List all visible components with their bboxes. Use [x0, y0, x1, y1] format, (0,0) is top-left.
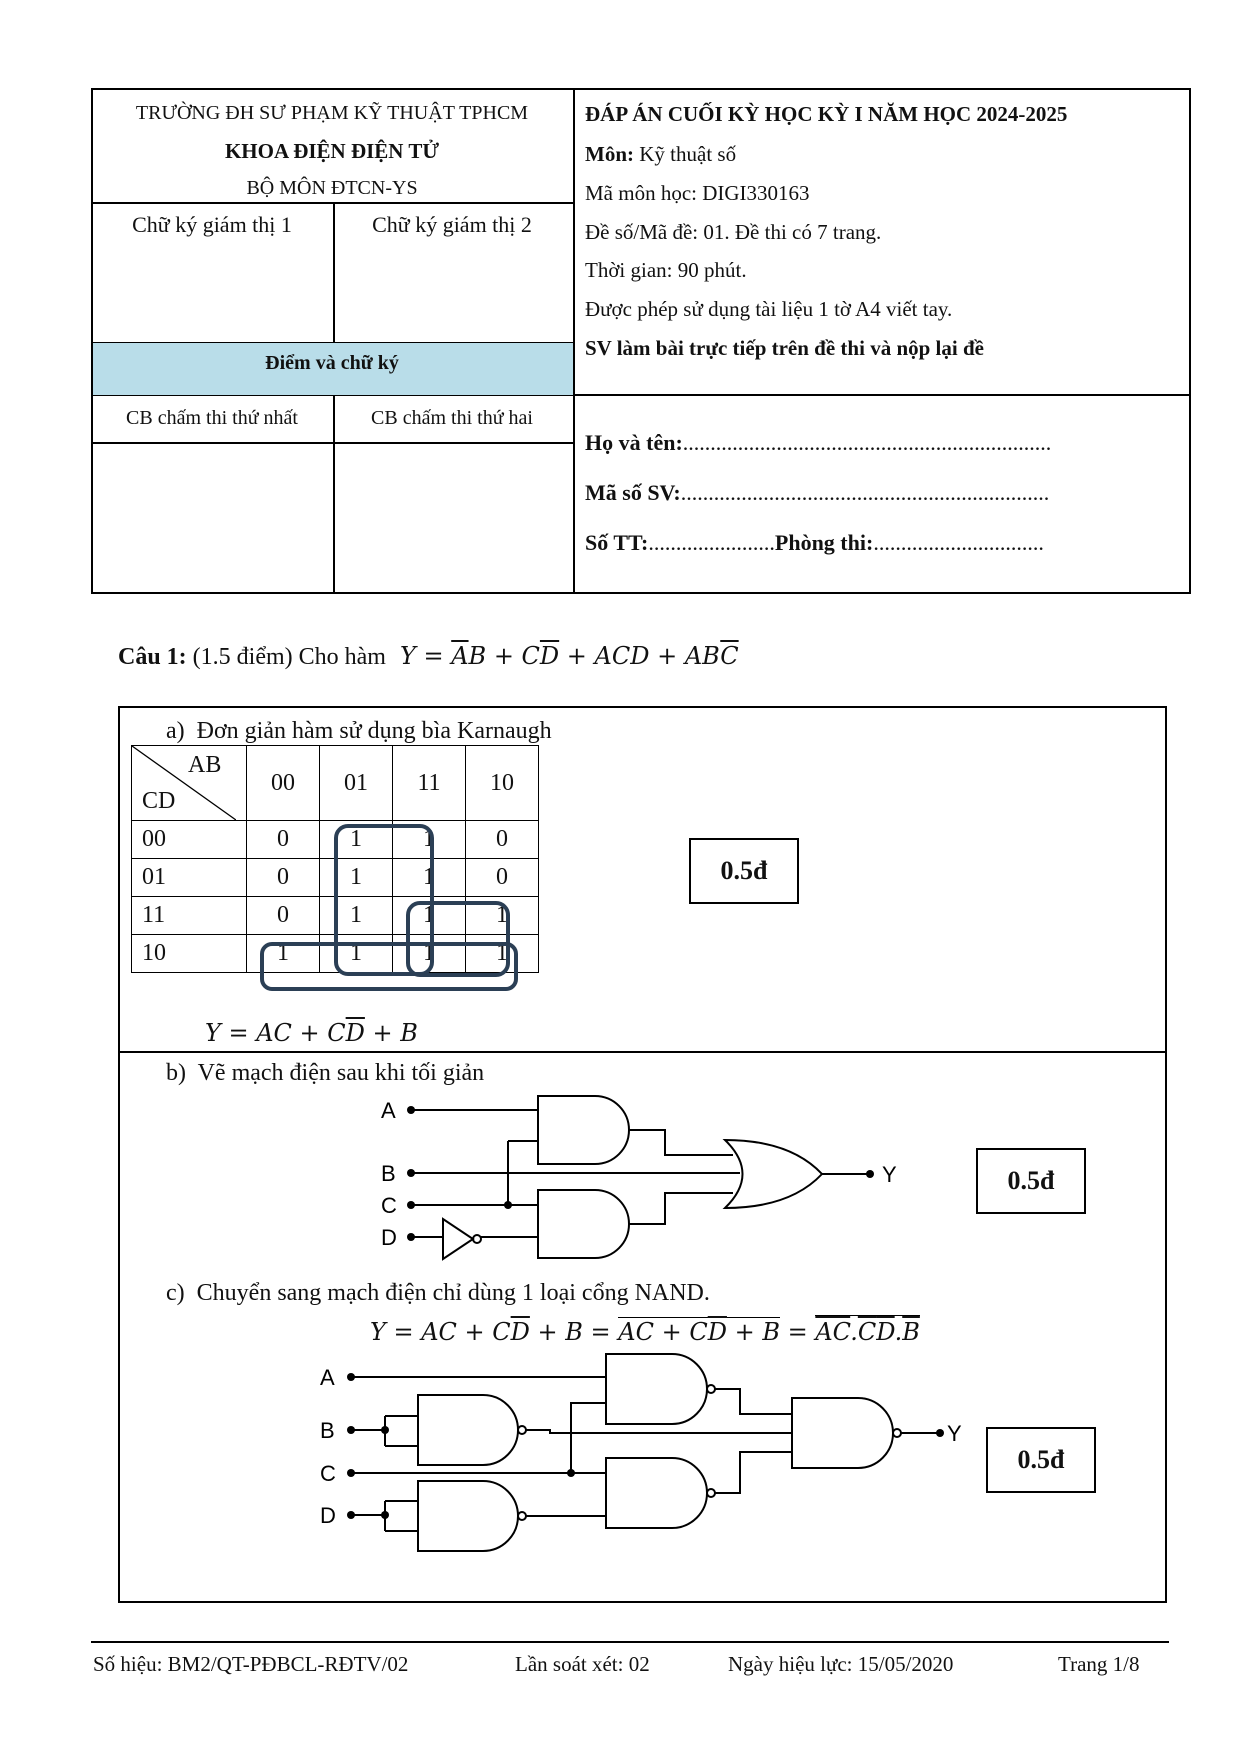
department-name: BỘ MÔN ĐTCN-YS — [246, 177, 418, 199]
allowed-docs: Được phép sử dụng tài liệu 1 tờ A4 viết tay. — [585, 297, 953, 321]
simplified-expression: Y = AC + $C\overline{D} + B$ — [205, 1019, 418, 1047]
kmap-cell: 0 — [247, 859, 320, 897]
kmap-col-header: 11 — [393, 746, 466, 821]
footer-doc-number: Số hiệu: BM2/QT-PĐBCL-RĐTV/02 — [93, 1652, 409, 1676]
grader2-label: CB chấm thi thứ hai — [371, 407, 533, 429]
course-code: Mã môn học: DIGI330163 — [585, 181, 810, 205]
footer-rule — [91, 1641, 1169, 1643]
faculty-name: KHOA ĐIỆN ĐIỆN TỬ — [224, 139, 440, 163]
function-expression: $Y = \overline{A}B + C\overline{D}$ + ACD + $AB\overline{C}$ — [399, 642, 739, 670]
kmap-cell: 1 — [466, 897, 539, 935]
signal-y-label: Y — [882, 1162, 897, 1187]
kmap-cell: 0 — [466, 859, 539, 897]
part-c-text: c) Chuyển sang mạch điện chỉ dùng 1 loại cổng NAND. — [166, 1280, 710, 1306]
footer-page: Trang 1/8 — [1058, 1652, 1140, 1676]
kmap-cell: 1 — [393, 821, 466, 859]
part-a-score: 0.5đ — [689, 838, 799, 904]
nand-signal-c-label: C — [320, 1461, 336, 1486]
kmap-corner: AB CD — [132, 746, 247, 821]
kmap-row-header: 00 — [132, 821, 247, 859]
nand-signal-d-label: D — [320, 1503, 336, 1528]
exam-number: Đề số/Mã đề: 01. Đề thi có 7 trang. — [585, 220, 882, 244]
nand-signal-b-label: B — [320, 1418, 335, 1443]
kmap-col-header: 01 — [320, 746, 393, 821]
part-b-score: 0.5đ — [976, 1148, 1086, 1214]
kmap-cell: 1 — [320, 935, 393, 973]
signal-b-label: B — [381, 1161, 396, 1186]
seat-room-field[interactable]: Số TT:.......................Phòng thi:............................... — [585, 530, 1044, 555]
kmap-cell: 1 — [393, 935, 466, 973]
signal-c-label: C — [381, 1193, 397, 1218]
part-b-text: b) Vẽ mạch điện sau khi tối giản — [166, 1060, 485, 1086]
kmap-cell: 1 — [247, 935, 320, 973]
part-c-score: 0.5đ — [986, 1427, 1096, 1493]
exam-note: SV làm bài trực tiếp trên đề thi và nộp lại đề — [585, 336, 984, 360]
kmap-col-header: 00 — [247, 746, 320, 821]
nand-signal-a-label: A — [320, 1365, 335, 1390]
kmap-row-header: 11 — [132, 897, 247, 935]
score-label: Điểm và chữ ký — [265, 352, 399, 374]
footer-revision: Lần soát xét: 02 — [515, 1652, 650, 1676]
exam-title: ĐÁP ÁN CUỐI KỲ HỌC KỲ I NĂM HỌC 2024-2025 — [585, 102, 1068, 126]
proctor1-label: Chữ ký giám thị 1 — [132, 212, 292, 237]
subject-line: Môn: Kỹ thuật số — [585, 142, 737, 166]
kmap-cell: 1 — [320, 859, 393, 897]
kmap-col-header: 10 — [466, 746, 539, 821]
kmap-row-header: 10 — [132, 935, 247, 973]
kmap-cell: 0 — [247, 897, 320, 935]
nand-signal-y-label: Y — [947, 1421, 962, 1446]
part-a-text: a) Đơn giản hàm sử dụng bìa Karnaugh — [166, 718, 552, 744]
kmap-cell: 0 — [247, 821, 320, 859]
nand-expression: Y = AC + $C\overline{D} + B$ = AC + $C\overline{D} + B = \overline{AC}.CD.\overline{B}$ — [370, 1318, 920, 1346]
kmap-row-header: 01 — [132, 859, 247, 897]
signal-d-label: D — [381, 1225, 397, 1250]
grader1-label: CB chấm thi thứ nhất — [126, 407, 298, 429]
kmap-cell: 1 — [393, 859, 466, 897]
kmap-cell: 1 — [320, 897, 393, 935]
kmap-cell: 1 — [393, 897, 466, 935]
kmap-cell: 0 — [466, 821, 539, 859]
proctor2-label: Chữ ký giám thị 2 — [372, 212, 532, 237]
kmap-cell: 1 — [320, 821, 393, 859]
student-id-field[interactable]: Mã số SV:................................................................... — [585, 480, 1050, 505]
question1-title: Câu 1: (1.5 điểm) Cho hàm $Y = \overline{A}B + C\overline{D}$ + ACD + $AB\overline{C}$ — [118, 642, 739, 670]
student-name-field[interactable]: Họ và tên:................................................................... — [585, 430, 1052, 455]
kmap-cell: 1 — [466, 935, 539, 973]
footer-effective-date: Ngày hiệu lực: 15/05/2020 — [728, 1652, 954, 1676]
signal-a-label: A — [381, 1098, 396, 1123]
school-name: TRƯỜNG ĐH SƯ PHẠM KỸ THUẬT TPHCM — [135, 102, 529, 124]
exam-time: Thời gian: 90 phút. — [585, 258, 747, 282]
